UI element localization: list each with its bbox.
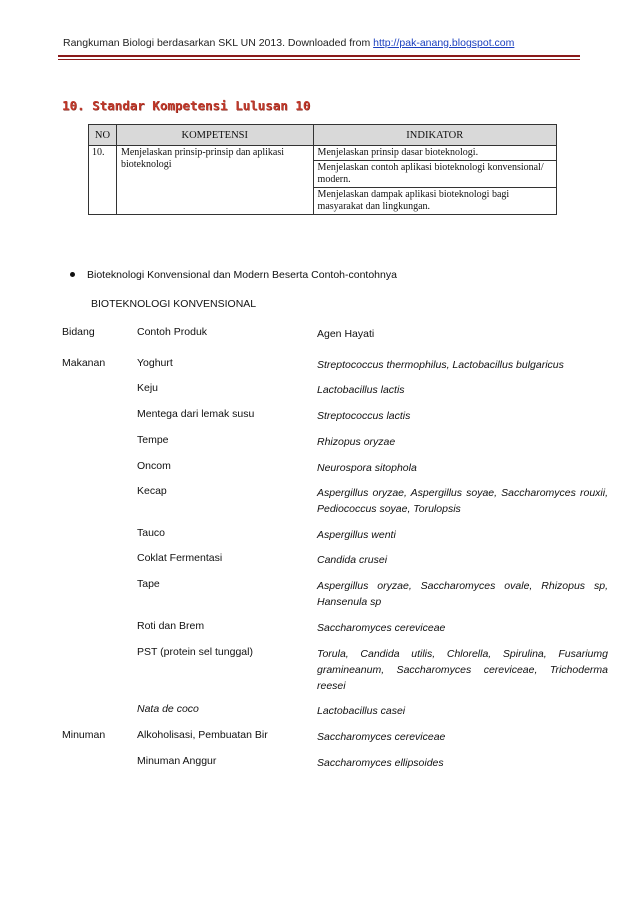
bidang-cell: Minuman [62, 729, 106, 741]
table-row [62, 408, 618, 434]
produk-cell: Coklat Fermentasi [137, 552, 223, 564]
agen-cell: Saccharomyces cereviceae [317, 731, 446, 743]
table-row [62, 527, 618, 552]
produk-cell: PST (protein sel tunggal) [137, 646, 253, 658]
produk-cell: Alkoholisasi, Pembuatan Bir [137, 729, 268, 741]
competency-no: 10. [89, 146, 117, 215]
agen-cell: Lactobacillus casei [317, 705, 406, 717]
bullet-text: Bioteknologi Konvensional dan Modern Beserta Contoh-contohnya [87, 269, 397, 281]
table-row [62, 485, 618, 527]
col-agen-header: Agen Hayati [317, 328, 375, 340]
produk-cell: Mentega dari lemak susu [137, 408, 255, 420]
table-row [62, 460, 618, 485]
competency-text: Menjelaskan prinsip-prinsip dan aplikasi bioteknologi [116, 146, 313, 215]
table-row [62, 755, 618, 781]
biotech-header-row [62, 326, 618, 357]
header-text: Rangkuman Biologi berdasarkan SKL UN 2013. Downloaded from [63, 37, 374, 49]
col-kompetensi-header: KOMPETENSI [116, 125, 313, 146]
produk-cell: Roti dan Brem [137, 620, 205, 632]
table-row [62, 646, 618, 703]
competency-table [88, 124, 557, 215]
agen-cell: Saccharomyces ellipsoides [317, 757, 444, 769]
table-row [62, 729, 618, 755]
agen-cell: Aspergillus oryzae, Aspergillus soyae, Saccharomyces rouxii, Pediococcus soyae, Torulopsis [317, 487, 608, 515]
produk-cell: Oncom [137, 460, 171, 472]
col-no-header: NO [89, 125, 117, 146]
agen-cell: Saccharomyces cereviceae [317, 622, 446, 634]
produk-cell: Nata de coco [137, 703, 199, 715]
indicator-2: Menjelaskan contoh aplikasi bioteknologi konvensional/ modern. [313, 161, 556, 188]
bullet-icon [70, 272, 75, 277]
table-row [62, 620, 618, 646]
table-row [62, 552, 618, 578]
produk-cell: Tape [137, 578, 160, 590]
header-link[interactable]: http://pak-anang.blogspot.com [373, 37, 515, 49]
produk-cell: Tempe [137, 434, 169, 446]
bidang-cell: Makanan [62, 357, 106, 369]
header-rule [58, 55, 580, 57]
agen-cell: Torula, Candida utilis, Chlorella, Spirulina, Fusariumg gramineanum, Saccharomyces cereviceae, Trichoderma reesei [317, 648, 608, 692]
table-row [62, 357, 618, 382]
agen-cell: Neurospora sitophola [317, 462, 417, 474]
header-rule-thin [58, 59, 580, 60]
page-header [63, 37, 514, 49]
col-produk-header: Contoh Produk [137, 326, 208, 338]
competency-row [89, 146, 557, 161]
table-row [62, 434, 618, 460]
agen-cell: Rhizopus oryzae [317, 436, 396, 448]
agen-cell: Lactobacillus lactis [317, 384, 405, 396]
indicator-3: Menjelaskan dampak aplikasi bioteknologi bagi masyarakat dan lingkungan. [313, 188, 556, 215]
produk-cell: Tauco [137, 527, 166, 539]
produk-cell: Minuman Anggur [137, 755, 217, 767]
table-row [62, 578, 618, 620]
agen-cell: Candida crusei [317, 554, 388, 566]
competency-header-row [89, 125, 557, 146]
section-title: 10. Standar Kompetensi Lulusan 10 [62, 98, 311, 113]
col-indikator-header: INDIKATOR [313, 125, 556, 146]
table-row [62, 703, 618, 729]
produk-cell: Keju [137, 382, 159, 394]
subheading: BIOTEKNOLOGI KONVENSIONAL [91, 298, 257, 310]
indicator-1: Menjelaskan prinsip dasar bioteknologi. [313, 146, 556, 161]
agen-cell: Aspergillus oryzae, Saccharomyces ovale, Rhizopus sp, Hansenula sp [317, 580, 608, 608]
agen-cell: Aspergillus wenti [317, 529, 396, 541]
biotech-table [62, 326, 618, 781]
table-row [62, 382, 618, 408]
agen-cell: Streptococcus thermophilus, Lactobacillus bulgaricus [317, 359, 564, 371]
produk-cell: Yoghurt [137, 357, 173, 369]
produk-cell: Kecap [137, 485, 167, 497]
bullet-item [70, 269, 397, 281]
agen-cell: Streptococcus lactis [317, 410, 411, 422]
col-bidang-header: Bidang [62, 326, 95, 338]
